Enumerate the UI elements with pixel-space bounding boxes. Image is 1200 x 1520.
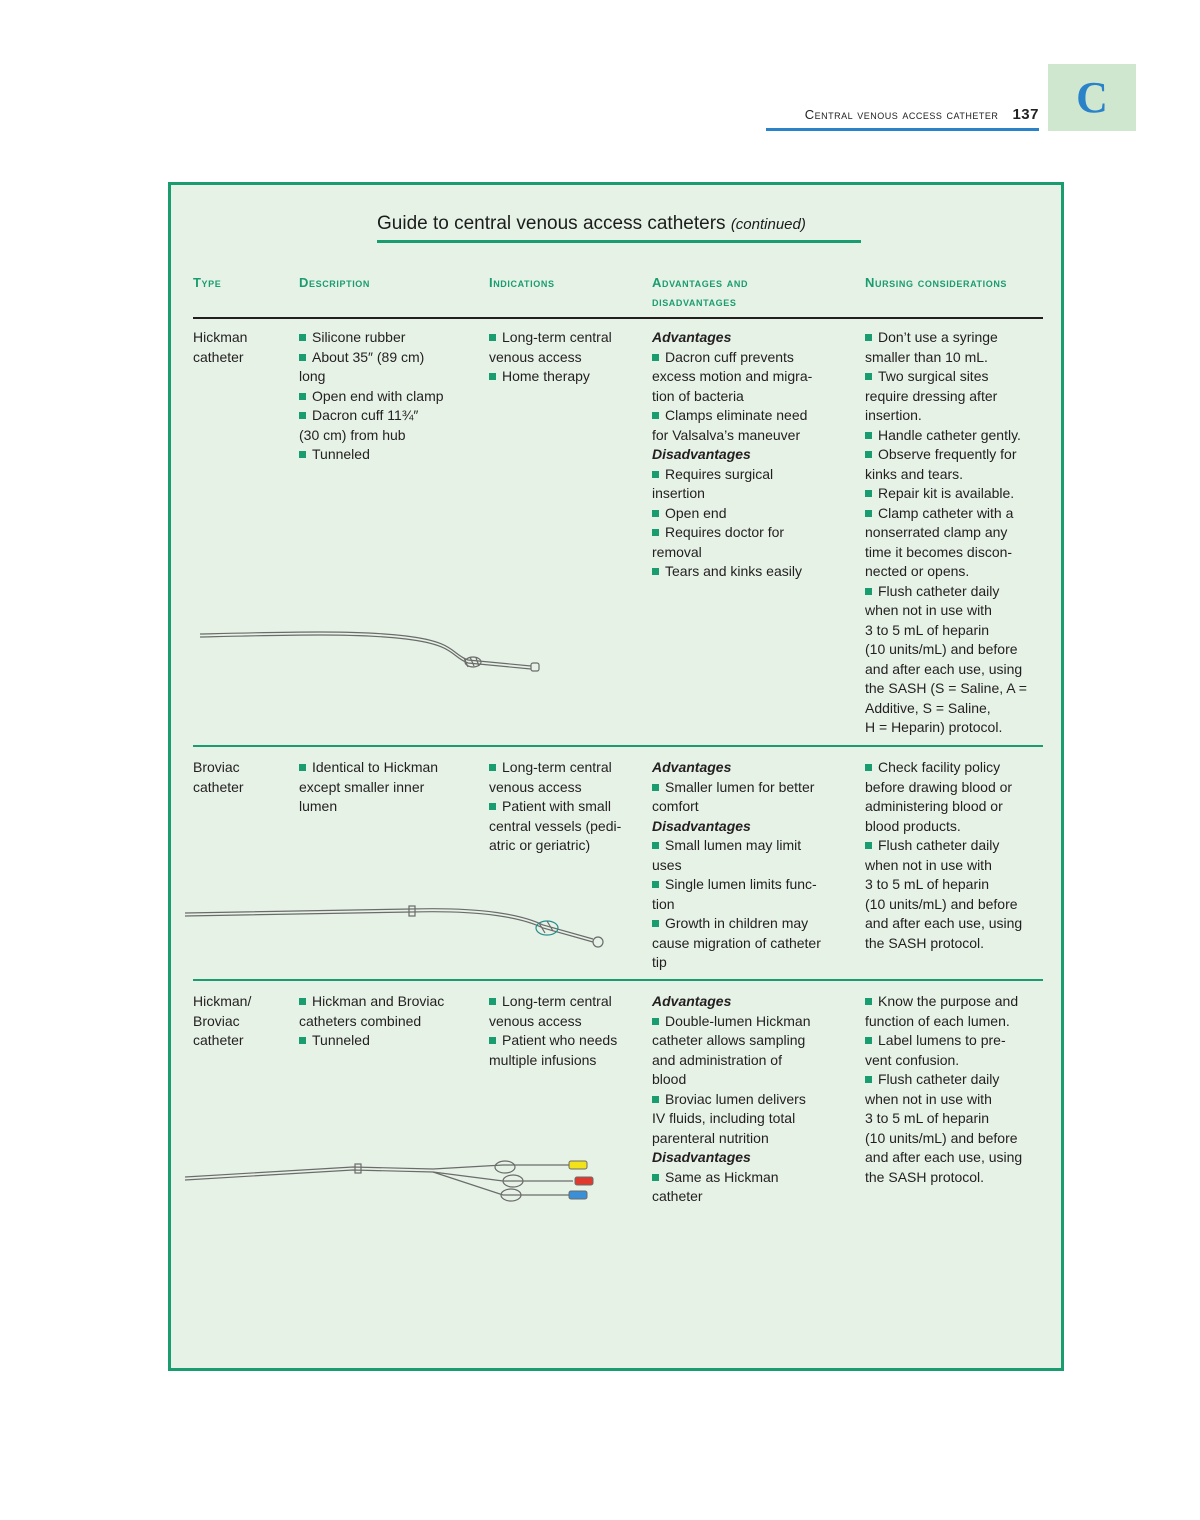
continuation-line: venous access [489,348,582,365]
continuation-line: tion of bacteria [652,387,744,404]
continuation-line: 3 to 5 mL of heparin [865,621,990,638]
continuation-line: kinks and tears. [865,465,964,482]
row-hickman-advantages [652,328,857,582]
header-rule [193,317,1043,319]
bullet-item: Clamps eliminate need [652,406,857,426]
bullet-item: Smaller lumen for better [652,778,857,798]
bullet-item: Don’t use a syringe [865,328,1050,348]
bullet-item: Small lumen may limit [652,836,857,856]
subheading: Disadvantages [652,446,751,462]
col-head-advantages: Advantages and disadvantages [652,275,749,309]
continuation-line: when not in use with [865,1090,992,1107]
row-divider-1 [193,745,1043,747]
continuation-line: tion [652,895,675,912]
col-head-description: Description [299,275,370,290]
continuation-line: 3 to 5 mL of heparin [865,876,990,892]
continuation-line: (10 units/mL) and before [865,895,1018,912]
continuation-line: require dressing after [865,387,998,404]
hickman-catheter-illustration [196,620,546,680]
bullet-item: Two surgical sites [865,367,1050,387]
bullet-item: Observe frequently for [865,445,1050,465]
row-hickman-broviac-indications [489,992,644,1070]
table-title-suffix: (continued) [730,216,806,233]
table-title [377,213,861,243]
cell-line: Broviac [193,759,240,775]
continuation-line: catheter allows sampling [652,1032,806,1048]
row-hickman-broviac-type [193,992,288,1051]
bullet-item: Growth in children may [652,914,857,934]
bullet-item: Identical to Hickman [299,758,479,778]
continuation-line: nected or opens. [865,563,970,579]
bullet-item: Flush catheter daily [865,1070,1050,1090]
catheter-guide-box [168,182,1064,1371]
continuation-line: IV fluids, including total [652,1110,796,1126]
bullet-item: Open end [652,504,857,524]
row-hickman-broviac-nursing [865,992,1050,1187]
continuation-line: H = Heparin) protocol. [865,719,1003,735]
continuation-line: multiple infusions [489,1051,597,1068]
table-title-text: Guide to central venous access catheters [377,213,726,234]
page-number: 137 [1012,106,1039,123]
running-head [766,106,1039,123]
row-broviac-advantages [652,758,857,973]
blue-port [569,1191,587,1199]
continuation-line: Additive, S = Saline, [865,699,991,716]
subheading: Advantages [652,759,732,775]
continuation-line: vent confusion. [865,1051,960,1068]
bullet-item: Long-term central [489,758,644,778]
cell-line: Broviac [193,1012,240,1029]
continuation-line: blood products. [865,817,961,834]
row-hickman-broviac-advantages [652,992,857,1207]
bullet-item: Dacron cuff prevents [652,348,857,368]
running-head-rule [766,128,1039,131]
bullet-item: Requires doctor for [652,523,857,543]
col-head-type: Type [193,275,222,290]
cell-line: catheter [193,1032,244,1048]
bullet-item: Check facility policy [865,758,1050,778]
continuation-line: long [299,368,326,384]
bullet-item: Long-term central [489,992,644,1012]
continuation-line: catheters combined [299,1012,422,1029]
continuation-line: excess motion and migra- [652,368,813,384]
bullet-item: Silicone rubber [299,328,479,348]
bullet-item: Repair kit is available. [865,484,1050,504]
continuation-line: except smaller inner [299,778,425,795]
cell-line: catheter [193,778,244,795]
bullet-item: Label lumens to pre- [865,1031,1050,1051]
bullet-item: About 35″ (89 cm) [299,348,479,368]
continuation-line: when not in use with [865,602,992,618]
continuation-line: removal [652,543,702,560]
continuation-line: for Valsalva’s maneuver [652,426,801,443]
row-hickman-description [299,328,479,465]
col-head-indications: Indications [489,275,555,290]
cell-line: catheter [193,348,244,365]
subheading: Disadvantages [652,817,751,834]
row-broviac-description [299,758,479,817]
subheading: Disadvantages [652,1149,751,1165]
continuation-line: 3 to 5 mL of heparin [865,1110,990,1126]
cell-line: Hickman/ [193,993,252,1009]
continuation-line: the SASH protocol. [865,1168,985,1185]
continuation-line: catheter [652,1188,703,1204]
bullet-item: Requires surgical [652,465,857,485]
continuation-line: and after each use, using [865,915,1023,931]
continuation-line: parenteral nutrition [652,1129,769,1146]
continuation-line: venous access [489,1012,582,1029]
continuation-line: lumen [299,798,338,814]
bullet-item: Home therapy [489,367,644,387]
subheading: Advantages [652,993,732,1009]
continuation-line: uses [652,856,682,873]
row-broviac-indications [489,758,644,856]
continuation-line: (10 units/mL) and before [865,641,1018,657]
hickman-broviac-catheter-illustration [183,1145,613,1215]
bullet-item: Open end with clamp [299,387,479,407]
continuation-line: and after each use, using [865,1149,1023,1165]
cell-line: Hickman [193,329,248,345]
row-broviac-type [193,758,288,797]
continuation-line: blood [652,1071,687,1087]
bullet-item: Tunneled [299,445,479,465]
continuation-line: cause migration of catheter [652,934,821,951]
continuation-line: insertion. [865,407,922,423]
continuation-line: (10 units/mL) and before [865,1129,1018,1146]
continuation-line: comfort [652,798,699,814]
continuation-line: the SASH (S = Saline, A = [865,680,1027,696]
row-hickman-broviac-description [299,992,479,1051]
bullet-item: Tears and kinks easily [652,562,857,582]
bullet-item: Dacron cuff 11¾″ [299,406,479,426]
bullet-item: Hickman and Broviac [299,992,479,1012]
continuation-line: smaller than 10 mL. [865,348,988,365]
continuation-line: nonserrated clamp any [865,524,1008,540]
bullet-item: Flush catheter daily [865,836,1050,856]
continuation-line: insertion [652,485,705,501]
continuation-line: when not in use with [865,856,992,873]
bullet-item: Broviac lumen delivers [652,1090,857,1110]
continuation-line: time it becomes discon- [865,543,1013,560]
yellow-port [569,1161,587,1169]
continuation-line: before drawing blood or [865,778,1013,795]
continuation-line: tip [652,954,667,970]
section-tab: C [1048,64,1136,131]
bullet-item: Patient with small [489,797,644,817]
row-broviac-nursing [865,758,1050,953]
bullet-item: Long-term central [489,328,644,348]
running-title: Central venous access catheter [804,107,999,122]
broviac-catheter-illustration [183,895,613,955]
bullet-item: Double-lumen Hickman [652,1012,857,1032]
continuation-line: venous access [489,778,582,795]
continuation-line: function of each lumen. [865,1012,1010,1029]
bullet-item: Clamp catheter with a [865,504,1050,524]
continuation-line: the SASH protocol. [865,934,985,951]
row-divider-2 [193,979,1043,981]
bullet-item: Handle catheter gently. [865,426,1050,446]
bullet-item: Know the purpose and [865,992,1050,1012]
red-port [575,1177,593,1185]
continuation-line: atric or geriatric) [489,837,591,853]
bullet-item: Same as Hickman [652,1168,857,1188]
col-head-nursing: Nursing considerations [865,275,1008,290]
continuation-line: and after each use, using [865,660,1023,677]
continuation-line: (30 cm) from hub [299,426,406,443]
row-hickman-indications [489,328,644,387]
bullet-item: Single lumen limits func- [652,875,857,895]
bullet-item: Flush catheter daily [865,582,1050,602]
bullet-item: Patient who needs [489,1031,644,1051]
continuation-line: and administration of [652,1051,782,1068]
bullet-item: Tunneled [299,1031,479,1051]
continuation-line: administering blood or [865,798,1003,814]
row-hickman-nursing [865,328,1050,738]
continuation-line: central vessels (pedi- [489,817,622,834]
row-hickman-type [193,328,288,367]
subheading: Advantages [652,329,732,345]
